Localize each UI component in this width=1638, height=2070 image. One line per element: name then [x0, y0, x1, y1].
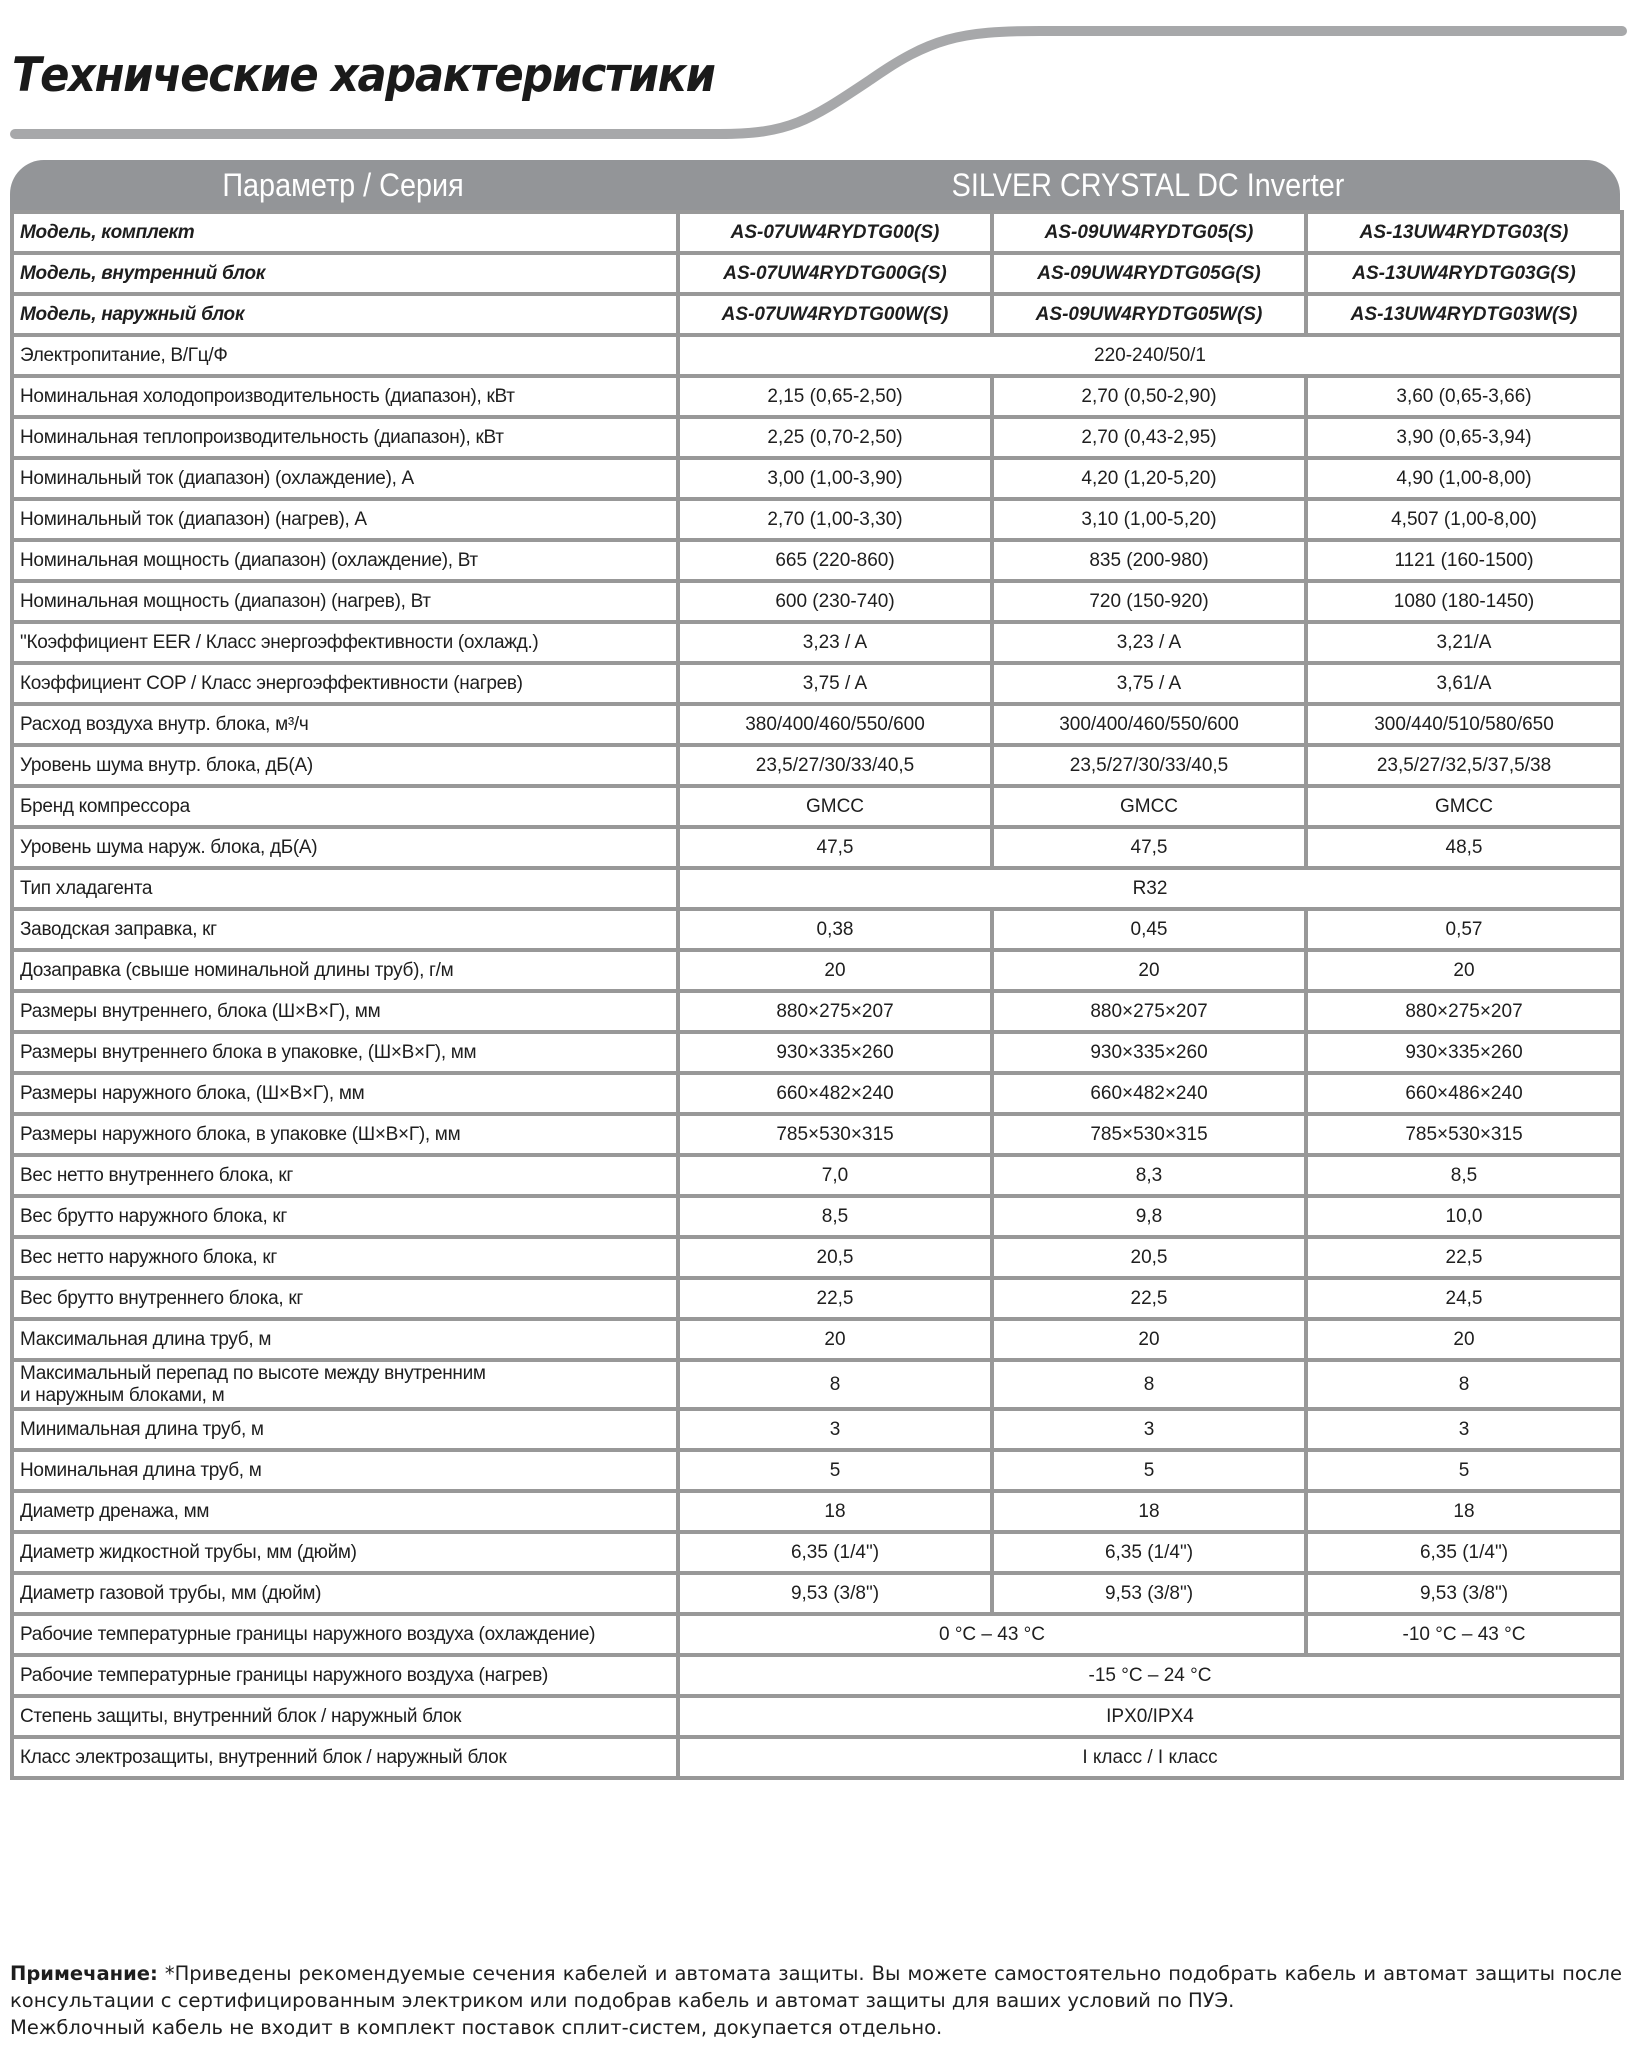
value-cell: 3,23 / A: [992, 622, 1306, 663]
table-row: [12, 1032, 1622, 1073]
param-cell: Размеры внутреннего, блока (Ш×В×Г), мм: [12, 991, 678, 1032]
table-row: [12, 253, 1622, 294]
table-row: [12, 1696, 1622, 1737]
value-cell: GMCC: [678, 786, 992, 827]
table-row: [12, 499, 1622, 540]
param-cell: [12, 1360, 678, 1409]
value-cell: 20: [1306, 950, 1622, 991]
value-cell: 4,90 (1,00-8,00): [1306, 458, 1622, 499]
param-cell: Вес брутто внутреннего блока, кг: [12, 1278, 678, 1319]
param-cell: Размеры внутреннего блока в упаковке, (Ш×В×Г), мм: [12, 1032, 678, 1073]
value-cell: 0 °C – 43 °C: [678, 1614, 1306, 1655]
value-cell: 300/400/460/550/600: [992, 704, 1306, 745]
table-row: [12, 1737, 1622, 1778]
table-row: [12, 1073, 1622, 1114]
value-cell: 9,8: [992, 1196, 1306, 1237]
table-row: [12, 622, 1622, 663]
table-row: [12, 991, 1622, 1032]
table-row: [12, 540, 1622, 581]
value-cell: 10,0: [1306, 1196, 1622, 1237]
value-cell: 930×335×260: [678, 1032, 992, 1073]
value-cell: -15 °C – 24 °C: [678, 1655, 1622, 1696]
value-cell: 5: [992, 1450, 1306, 1491]
value-cell: 835 (200-980): [992, 540, 1306, 581]
value-cell: 3,21/A: [1306, 622, 1622, 663]
param-cell: Дозаправка (свыше номинальной длины труб), г/м: [12, 950, 678, 991]
value-cell: 2,25 (0,70-2,50): [678, 417, 992, 458]
table-row: [12, 458, 1622, 499]
value-cell: 930×335×260: [1306, 1032, 1622, 1073]
param-cell: Диаметр газовой трубы, мм (дюйм): [12, 1573, 678, 1614]
table-row: [12, 868, 1622, 909]
value-cell: 23,5/27/30/33/40,5: [992, 745, 1306, 786]
value-cell: AS-13UW4RYDTG03(S): [1306, 212, 1622, 253]
value-cell: AS-07UW4RYDTG00W(S): [678, 294, 992, 335]
value-cell: 9,53 (3/8"): [1306, 1573, 1622, 1614]
value-cell: 3: [1306, 1409, 1622, 1450]
table-row: [12, 1319, 1622, 1360]
value-cell: 3: [992, 1409, 1306, 1450]
value-cell: 24,5: [1306, 1278, 1622, 1319]
header-param-label: Параметр / Серия: [222, 167, 464, 203]
param-cell: Вес нетто внутреннего блока, кг: [12, 1155, 678, 1196]
param-cell: Модель, внутренний блок: [12, 253, 678, 294]
value-cell: 2,70 (1,00-3,30): [678, 499, 992, 540]
value-cell: 18: [992, 1491, 1306, 1532]
param-cell: Заводская заправка, кг: [12, 909, 678, 950]
value-cell: I класс / I класс: [678, 1737, 1622, 1778]
value-cell: IPX0/IPX4: [678, 1696, 1622, 1737]
table-row: [12, 581, 1622, 622]
value-cell: 3,10 (1,00-5,20): [992, 499, 1306, 540]
value-cell: 22,5: [678, 1278, 992, 1319]
value-cell: 8: [678, 1360, 992, 1409]
value-cell: GMCC: [1306, 786, 1622, 827]
table-row: [12, 1532, 1622, 1573]
value-cell: 20: [992, 950, 1306, 991]
footnote: [10, 1960, 1622, 2041]
spec-table: [10, 160, 1620, 1780]
value-cell: 300/440/510/580/650: [1306, 704, 1622, 745]
param-cell: Вес брутто наружного блока, кг: [12, 1196, 678, 1237]
value-cell: 5: [678, 1450, 992, 1491]
param-cell: Номинальный ток (диапазон) (нагрев), А: [12, 499, 678, 540]
value-cell: AS-09UW4RYDTG05(S): [992, 212, 1306, 253]
value-cell: 600 (230-740): [678, 581, 992, 622]
value-cell: 8,5: [1306, 1155, 1622, 1196]
value-cell: 3: [678, 1409, 992, 1450]
value-cell: 380/400/460/550/600: [678, 704, 992, 745]
table-row: [12, 1573, 1622, 1614]
value-cell: 7,0: [678, 1155, 992, 1196]
value-cell: 5: [1306, 1450, 1622, 1491]
value-cell: 220-240/50/1: [678, 335, 1622, 376]
value-cell: R32: [678, 868, 1622, 909]
param-cell: Уровень шума наруж. блока, дБ(А): [12, 827, 678, 868]
table-row: [12, 1278, 1622, 1319]
value-cell: 3,00 (1,00-3,90): [678, 458, 992, 499]
param-cell: Минимальная длина труб, м: [12, 1409, 678, 1450]
table-row: [12, 335, 1622, 376]
value-cell: 20,5: [992, 1237, 1306, 1278]
value-cell: 660×486×240: [1306, 1073, 1622, 1114]
param-cell: Уровень шума внутр. блока, дБ(А): [12, 745, 678, 786]
param-cell: Номинальная холодопроизводительность (диапазон), кВт: [12, 376, 678, 417]
value-cell: 880×275×207: [992, 991, 1306, 1032]
value-cell: 23,5/27/30/33/40,5: [678, 745, 992, 786]
value-cell: 20: [1306, 1319, 1622, 1360]
param-cell: Коэффициент COP / Класс энергоэффективности (нагрев): [12, 663, 678, 704]
value-cell: AS-09UW4RYDTG05W(S): [992, 294, 1306, 335]
value-cell: 9,53 (3/8"): [678, 1573, 992, 1614]
value-cell: 20: [678, 950, 992, 991]
value-cell: 20,5: [678, 1237, 992, 1278]
value-cell: 23,5/27/32,5/37,5/38: [1306, 745, 1622, 786]
value-cell: 6,35 (1/4"): [1306, 1532, 1622, 1573]
value-cell: 785×530×315: [1306, 1114, 1622, 1155]
param-cell: Модель, комплект: [12, 212, 678, 253]
spec-table-body: [10, 210, 1624, 1780]
param-cell: Номинальная теплопроизводительность (диапазон), кВт: [12, 417, 678, 458]
value-cell: 8,3: [992, 1155, 1306, 1196]
param-cell: Бренд компрессора: [12, 786, 678, 827]
table-row: [12, 1450, 1622, 1491]
value-cell: 8: [992, 1360, 1306, 1409]
value-cell: 22,5: [992, 1278, 1306, 1319]
value-cell: 880×275×207: [1306, 991, 1622, 1032]
table-row: [12, 1196, 1622, 1237]
table-row: [12, 417, 1622, 458]
param-cell: Максимальная длина труб, м: [12, 1319, 678, 1360]
table-header: [10, 160, 1620, 210]
param-cell: Диаметр дренажа, мм: [12, 1491, 678, 1532]
value-cell: 0,38: [678, 909, 992, 950]
value-cell: 2,15 (0,65-2,50): [678, 376, 992, 417]
table-row: [12, 376, 1622, 417]
value-cell: GMCC: [992, 786, 1306, 827]
param-cell: Тип хладагента: [12, 868, 678, 909]
footnote-label: Примечание:: [10, 1962, 158, 1985]
param-cell: Электропитание, В/Гц/Ф: [12, 335, 678, 376]
value-cell: 3,90 (0,65-3,94): [1306, 417, 1622, 458]
value-cell: 20: [992, 1319, 1306, 1360]
value-cell: 4,507 (1,00-8,00): [1306, 499, 1622, 540]
param-line: Максимальный перепад по высоте между внутренним: [20, 1362, 486, 1384]
table-row: [12, 1114, 1622, 1155]
value-cell: 2,70 (0,50-2,90): [992, 376, 1306, 417]
param-cell: Размеры наружного блока, в упаковке (Ш×В×Г), мм: [12, 1114, 678, 1155]
value-cell: 18: [678, 1491, 992, 1532]
header-series-label: SILVER CRYSTAL DC Inverter: [951, 167, 1345, 203]
value-cell: 6,35 (1/4"): [678, 1532, 992, 1573]
table-row: [12, 786, 1622, 827]
value-cell: AS-07UW4RYDTG00G(S): [678, 253, 992, 294]
table-row: [12, 1655, 1622, 1696]
table-row: [12, 294, 1622, 335]
value-cell: 930×335×260: [992, 1032, 1306, 1073]
value-cell: 0,45: [992, 909, 1306, 950]
param-cell: Вес нетто наружного блока, кг: [12, 1237, 678, 1278]
value-cell: 3,60 (0,65-3,66): [1306, 376, 1622, 417]
param-cell: Класс электрозащиты, внутренний блок / наружный блок: [12, 1737, 678, 1778]
table-row: [12, 212, 1622, 253]
table-row: [12, 1491, 1622, 1532]
param-cell: Расход воздуха внутр. блока, м³/ч: [12, 704, 678, 745]
value-cell: 6,35 (1/4"): [992, 1532, 1306, 1573]
value-cell: -10 °C – 43 °C: [1306, 1614, 1622, 1655]
param-cell: Модель, наружный блок: [12, 294, 678, 335]
value-cell: AS-07UW4RYDTG00(S): [678, 212, 992, 253]
table-row: [12, 909, 1622, 950]
value-cell: 880×275×207: [678, 991, 992, 1032]
param-cell: Номинальная мощность (диапазон) (нагрев), Вт: [12, 581, 678, 622]
table-row: [12, 1155, 1622, 1196]
param-cell: Номинальная мощность (диапазон) (охлаждение), Вт: [12, 540, 678, 581]
value-cell: 3,23 / A: [678, 622, 992, 663]
value-cell: 48,5: [1306, 827, 1622, 868]
value-cell: 660×482×240: [992, 1073, 1306, 1114]
table-row: [12, 745, 1622, 786]
param-cell: Диаметр жидкостной трубы, мм (дюйм): [12, 1532, 678, 1573]
value-cell: 3,75 / A: [678, 663, 992, 704]
param-cell: Номинальный ток (диапазон) (охлаждение), А: [12, 458, 678, 499]
table-row: [12, 663, 1622, 704]
value-cell: 47,5: [992, 827, 1306, 868]
value-cell: 2,70 (0,43-2,95): [992, 417, 1306, 458]
footnote-text: *Приведены рекомендуемые сечения кабелей и автомата защиты. Вы можете самостоятельно подобрать кабель и автомат защиты после консультации с сертифицированным электриком или подобрав кабель и автомат защиты для ваших условий по ПУЭ.: [10, 1962, 1622, 2012]
value-cell: 660×482×240: [678, 1073, 992, 1114]
table-row: [12, 1409, 1622, 1450]
param-cell: Рабочие температурные границы наружного воздуха (охлаждение): [12, 1614, 678, 1655]
page-title: Технические характеристики: [12, 48, 715, 103]
table-row: [12, 1237, 1622, 1278]
value-cell: 8,5: [678, 1196, 992, 1237]
value-cell: 20: [678, 1319, 992, 1360]
value-cell: 0,57: [1306, 909, 1622, 950]
value-cell: 3,75 / A: [992, 663, 1306, 704]
value-cell: 9,53 (3/8"): [992, 1573, 1306, 1614]
value-cell: AS-09UW4RYDTG05G(S): [992, 253, 1306, 294]
value-cell: 785×530×315: [992, 1114, 1306, 1155]
value-cell: 720 (150-920): [992, 581, 1306, 622]
value-cell: 665 (220-860): [678, 540, 992, 581]
value-cell: AS-13UW4RYDTG03W(S): [1306, 294, 1622, 335]
footnote-text-2: Межблочный кабель не входит в комплект поставок сплит-систем, докупается отдельно.: [10, 2016, 943, 2039]
value-cell: 47,5: [678, 827, 992, 868]
value-cell: 8: [1306, 1360, 1622, 1409]
value-cell: 3,61/A: [1306, 663, 1622, 704]
value-cell: 4,20 (1,20-5,20): [992, 458, 1306, 499]
param-cell: "Коэффициент EER / Класс энергоэффективности (охлажд.): [12, 622, 678, 663]
table-row: [12, 1360, 1622, 1409]
table-row: [12, 704, 1622, 745]
param-cell: Номинальная длина труб, м: [12, 1450, 678, 1491]
value-cell: AS-13UW4RYDTG03G(S): [1306, 253, 1622, 294]
param-cell: Степень защиты, внутренний блок / наружный блок: [12, 1696, 678, 1737]
value-cell: 1080 (180-1450): [1306, 581, 1622, 622]
table-row: [12, 950, 1622, 991]
table-row: [12, 827, 1622, 868]
value-cell: 785×530×315: [678, 1114, 992, 1155]
param-cell: Размеры наружного блока, (Ш×В×Г), мм: [12, 1073, 678, 1114]
table-row: [12, 1614, 1622, 1655]
param-cell: Рабочие температурные границы наружного воздуха (нагрев): [12, 1655, 678, 1696]
value-cell: 22,5: [1306, 1237, 1622, 1278]
value-cell: 1121 (160-1500): [1306, 540, 1622, 581]
param-line: и наружным блоками, м: [20, 1384, 225, 1406]
value-cell: 18: [1306, 1491, 1622, 1532]
